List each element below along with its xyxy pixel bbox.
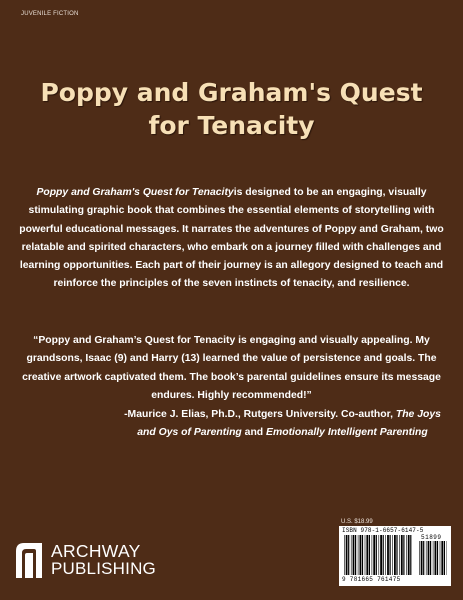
- barcode-bars: [344, 535, 412, 575]
- book-title: [0, 76, 463, 142]
- description-text: is designed to be an engaging, visually stimulating graphic book that combines the essential elements of storytelling with powerful educational messages. It narrates the adventures of Poppy and Graham, two relatable and spirited characters, who embark on a journey filled with challenges and learning opportunities. Each part of their journey is an allegory designed to teach and reinforce the principles of the seven instincts of tenacity, and resilience.: [19, 187, 444, 290]
- price-label: U.S. $18.99: [341, 519, 373, 525]
- book-title-line-2: for Tenacity: [148, 111, 315, 140]
- publisher-name-line-1: ARCHWAY: [51, 541, 141, 561]
- category-label: JUVENILE FICTION: [21, 11, 79, 17]
- description-book-title: Poppy and Graham's Quest for Tenacity: [36, 187, 234, 198]
- book-description: [18, 184, 445, 294]
- attribution-and: and: [244, 427, 264, 438]
- archway-logo-icon: [14, 541, 44, 579]
- book-title-line-1: Poppy and Graham's Quest: [40, 78, 423, 107]
- addon-barcode-bars: [419, 541, 447, 575]
- isbn-barcode: [339, 526, 451, 586]
- barcode-number: 9 781665 761475: [342, 576, 401, 583]
- attribution-book-2: Emotionally Intelligent Parenting: [266, 427, 428, 438]
- endorsement-attribution: [120, 406, 445, 442]
- publisher-name-line-2: PUBLISHING: [51, 559, 156, 578]
- isbn-text: ISBN 978-1-6657-6147-5: [342, 527, 424, 534]
- publisher-logo: [14, 541, 154, 579]
- attribution-book-1: The Joys and Oys of Parenting: [137, 409, 441, 438]
- addon-code: 51899: [421, 534, 442, 541]
- attribution-author: -Maurice J. Elias, Ph.D., Rutgers University. Co-author,: [124, 409, 393, 420]
- endorsement-quote: “Poppy and Graham’s Quest for Tenacity is engaging and visually appealing. My grandsons, Isaac (9) and Harry (13) learned the value of persistence and goals. The creative artwork captivated them. The book’s parental guidelines ensure its message endures. Highly recommended!”: [22, 335, 441, 401]
